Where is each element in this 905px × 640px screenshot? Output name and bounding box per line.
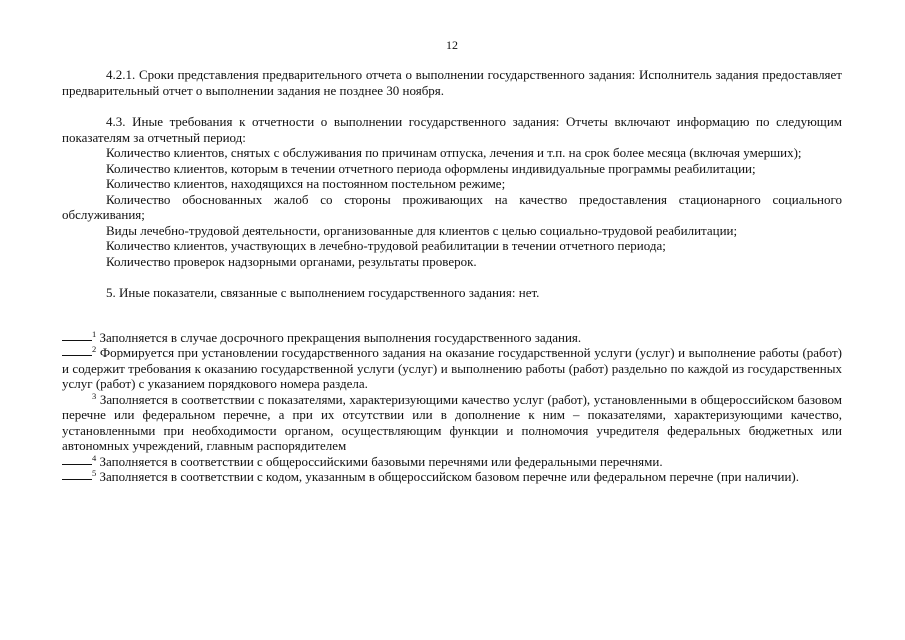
indicator-item: Количество проверок надзорными органами, результаты проверок. <box>106 253 477 269</box>
footnote-rule <box>62 464 92 465</box>
footnote-text: Формируется при установлении государственного задания на оказание государственной услуги (услуг) и выполнение работы (работ) и содержит требования к оказанию государственной услуги (услуг) и выполнению работы (работ) раздельно по каждой из государственных услуг (работ) с указанием порядкового номера раздела. <box>62 345 843 391</box>
indicator-item: Количество клиентов, находящихся на постоянном постельном режиме; <box>106 176 506 191</box>
footnote-mark: 3 <box>92 390 97 401</box>
section-5: 5. Иные показатели, связанные с выполнением государственного задания: нет. <box>106 285 540 300</box>
footnotes <box>62 330 842 485</box>
document-page <box>62 0 842 640</box>
indicator-item: Количество клиентов, участвующих в лечебно-трудовой реабилитации в течении отчетного периода; <box>106 238 666 253</box>
footnote-4 <box>62 454 842 470</box>
page-number: 12 <box>446 38 458 52</box>
document-body <box>62 67 842 485</box>
footnote-5 <box>62 469 842 485</box>
footnote-mark: 2 <box>92 344 97 354</box>
footnote-text: Заполняется в соответствии с кодом, указанным в общероссийском базовом перечне или федеральном перечне (при наличии). <box>99 469 800 484</box>
section-4-3: 4.3. Иные требования к отчетности о выполнении государственного задания: Отчеты включают информацию по следующим показателям за отчетный период: <box>62 114 842 145</box>
footnote-text: Заполняется в соответствии с показателями, характеризующими качество услуг (работ), установленными в общероссийском базовом перечне или федеральном перечне, а при их отсутствии или в дополнение к ним – показателями, характеризующими качество, установленными при необходимости органом, осуществляющим функции и полномочия учредителя федеральных бюджетных или автономных учреждений, главным распорядителем <box>62 391 842 453</box>
indicator-item: Виды лечебно-трудовой деятельности, организованные для клиентов с целью социально-трудовой реабилитации; <box>106 222 738 238</box>
footnote-rule <box>62 340 92 341</box>
footnote-mark: 4 <box>92 452 97 463</box>
footnote-1 <box>62 330 842 346</box>
footnote-mark: 5 <box>92 468 97 478</box>
footnote-3 <box>62 392 842 454</box>
indicator-item: Количество обоснованных жалоб со стороны проживающих на качество предоставления стационарного социального обслуживания; <box>62 191 842 222</box>
section-4-2-1: 4.2.1. Сроки представления предварительного отчета о выполнении государственного задания: Исполнитель задания предоставляет предварительный отчет о выполнении задания не позднее 30 ноября. <box>62 67 842 98</box>
footnote-rule <box>62 355 92 356</box>
footnote-mark: 1 <box>92 328 97 339</box>
footnote-rule <box>62 479 92 480</box>
footnote-2 <box>62 345 842 392</box>
indicator-item: Количество клиентов, которым в течении отчетного периода оформлены индивидуальные программы реабилитации; <box>106 160 756 176</box>
footnote-text: Заполняется в случае досрочного прекращения выполнения государственного задания. <box>99 329 582 345</box>
indicator-item: Количество клиентов, снятых с обслуживания по причинам отпуска, лечения и т.п. на срок более месяца (включая умерших); <box>106 145 802 160</box>
footnote-text: Заполняется в соответствии с общероссийскими базовыми перечнями или федеральными перечнями. <box>99 453 663 469</box>
